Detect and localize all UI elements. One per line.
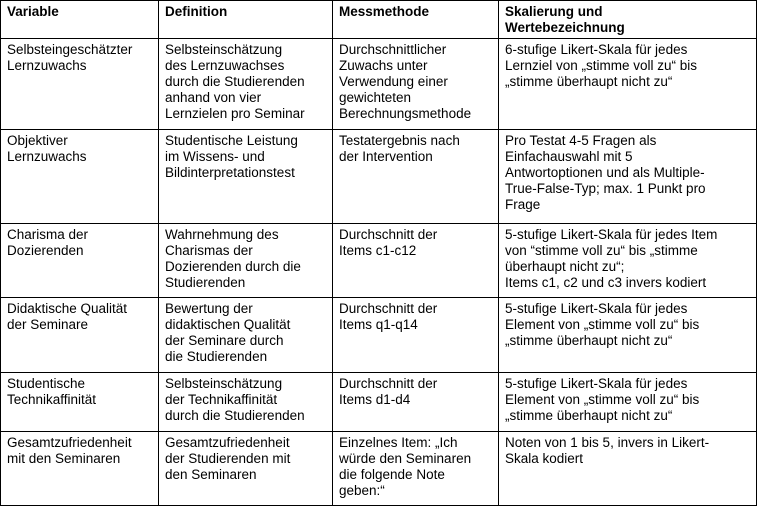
table-row — [1, 373, 757, 432]
table-row — [1, 298, 757, 373]
cell-variable: Gesamtzufriedenheit mit den Seminaren — [1, 432, 159, 506]
cell-messmethode: Durchschnitt der Items c1-c12 — [333, 224, 499, 298]
header-definition: Definition — [159, 1, 333, 39]
header-skalierung: Skalierung und Wertebezeichnung — [499, 1, 757, 39]
table-row — [1, 39, 757, 130]
cell-skalierung: 5-stufige Likert-Skala für jedes Element von „stimme voll zu“ bis „stimme überhaupt nicht zu“ — [499, 298, 757, 373]
cell-variable: Selbsteingeschätzter Lernzuwachs — [1, 39, 159, 130]
table-row — [1, 224, 757, 298]
cell-definition: Selbsteinschätzung des Lernzuwachses durch die Studierenden anhand von vier Lernzielen pro Seminar — [159, 39, 333, 130]
cell-variable: Studentische Technikaffinität — [1, 373, 159, 432]
table-row — [1, 432, 757, 506]
cell-definition: Bewertung der didaktischen Qualität der Seminare durch die Studierenden — [159, 298, 333, 373]
cell-skalierung: 5-stufige Likert-Skala für jedes Element von „stimme voll zu“ bis „stimme überhaupt nicht zu“ — [499, 373, 757, 432]
cell-messmethode: Einzelnes Item: „Ich würde den Seminaren die folgende Note geben:“ — [333, 432, 499, 506]
cell-definition: Selbsteinschätzung der Technikaffinität durch die Studierenden — [159, 373, 333, 432]
cell-skalierung: Noten von 1 bis 5, invers in Likert- Skala kodiert — [499, 432, 757, 506]
cell-definition: Studentische Leistung im Wissens- und Bildinterpretationstest — [159, 130, 333, 224]
cell-variable: Objektiver Lernzuwachs — [1, 130, 159, 224]
cell-messmethode: Durchschnittlicher Zuwachs unter Verwendung einer gewichteten Berechnungsmethode — [333, 39, 499, 130]
cell-messmethode: Testatergebnis nach der Intervention — [333, 130, 499, 224]
cell-variable: Didaktische Qualität der Seminare — [1, 298, 159, 373]
cell-skalierung: 6-stufige Likert-Skala für jedes Lernziel von „stimme voll zu“ bis „stimme überhaupt nicht zu“ — [499, 39, 757, 130]
table-header-row — [1, 1, 757, 39]
cell-skalierung: 5-stufige Likert-Skala für jedes Item von “stimme voll zu“ bis „stimme überhaupt nicht zu“; Items c1, c2 und c3 invers kodiert — [499, 224, 757, 298]
header-messmethode: Messmethode — [333, 1, 499, 39]
cell-skalierung: Pro Testat 4-5 Fragen als Einfachauswahl mit 5 Antwortoptionen und als Multiple- True-False-Typ; max. 1 Punkt pro Frage — [499, 130, 757, 224]
cell-variable: Charisma der Dozierenden — [1, 224, 159, 298]
cell-messmethode: Durchschnitt der Items d1-d4 — [333, 373, 499, 432]
cell-definition: Wahrnehmung des Charismas der Dozierenden durch die Studierenden — [159, 224, 333, 298]
header-variable: Variable — [1, 1, 159, 39]
cell-definition: Gesamtzufriedenheit der Studierenden mit den Seminaren — [159, 432, 333, 506]
cell-messmethode: Durchschnitt der Items q1-q14 — [333, 298, 499, 373]
table-row — [1, 130, 757, 224]
